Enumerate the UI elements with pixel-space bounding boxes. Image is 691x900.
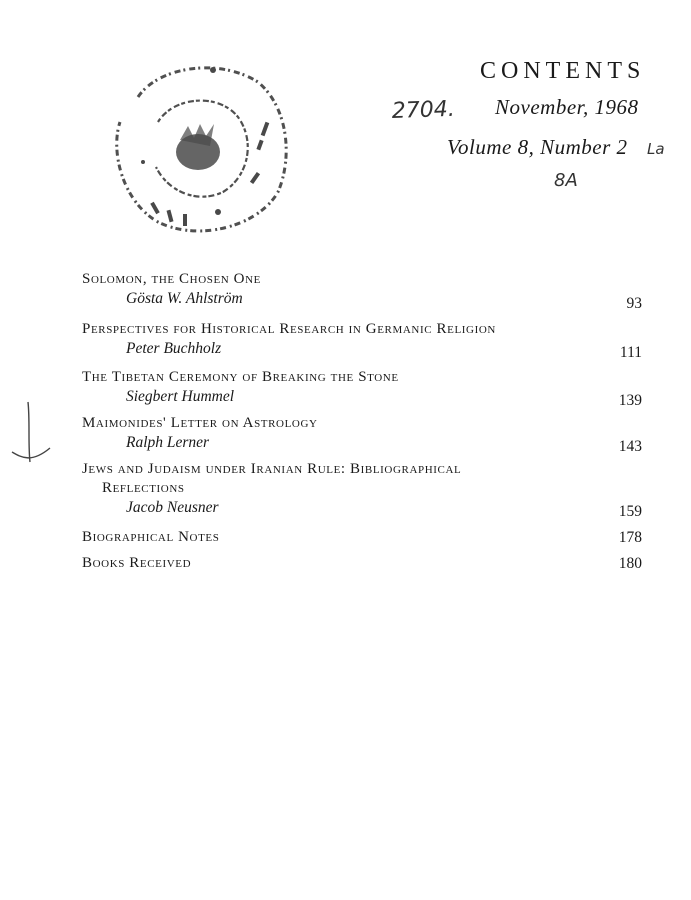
entry-title: Biographical Notes [82, 529, 220, 545]
handwritten-below: 8A [554, 170, 578, 191]
table-of-contents [82, 270, 642, 580]
entry-page-number: 180 [618, 555, 642, 572]
margin-check-mark [12, 402, 50, 462]
entry-page-number: 143 [618, 438, 642, 455]
entry-author: Peter Buchholz [126, 340, 222, 357]
toc-entry-iranian-rule [82, 460, 642, 528]
toc-entry-biographical-notes [82, 528, 642, 554]
toc-entry-solomon [82, 270, 642, 320]
entry-title: Solomon, the Chosen One [82, 271, 261, 287]
entry-author: Gösta W. Ahlström [126, 290, 243, 307]
entry-page-number: 93 [626, 295, 642, 312]
entry-title: Jews and Judaism under Iranian Rule: Bibliographical [82, 461, 462, 477]
entry-title: Books Received [82, 555, 192, 571]
library-stamp [98, 52, 298, 242]
entry-title-continuation: Reflections [102, 480, 185, 496]
toc-entry-books-received [82, 554, 642, 580]
toc-entry-germanic-religion [82, 320, 642, 368]
entry-author: Siegbert Hummel [126, 388, 235, 405]
entry-page-number: 139 [618, 392, 642, 409]
entry-page-number: 159 [618, 503, 642, 520]
contents-heading: CONTENTS [480, 58, 646, 84]
entry-page-number: 178 [618, 529, 642, 546]
entry-author: Ralph Lerner [126, 434, 210, 451]
entry-title: Maimonides' Letter on Astrology [82, 415, 318, 431]
handwritten-suffix: La [647, 140, 665, 158]
toc-entry-maimonides [82, 414, 642, 460]
entry-author: Jacob Neusner [126, 499, 219, 516]
issue-date: November, 1968 [495, 95, 639, 119]
entry-title: Perspectives for Historical Research in Germanic Religion [82, 321, 496, 337]
entry-title: The Tibetan Ceremony of Breaking the Stone [82, 369, 399, 385]
toc-entry-tibetan-ceremony [82, 368, 642, 414]
entry-page-number: 111 [619, 344, 642, 361]
handwritten-call-number: 2704. [391, 96, 456, 124]
issue-volume: Volume 8, Number 2 [447, 135, 628, 159]
